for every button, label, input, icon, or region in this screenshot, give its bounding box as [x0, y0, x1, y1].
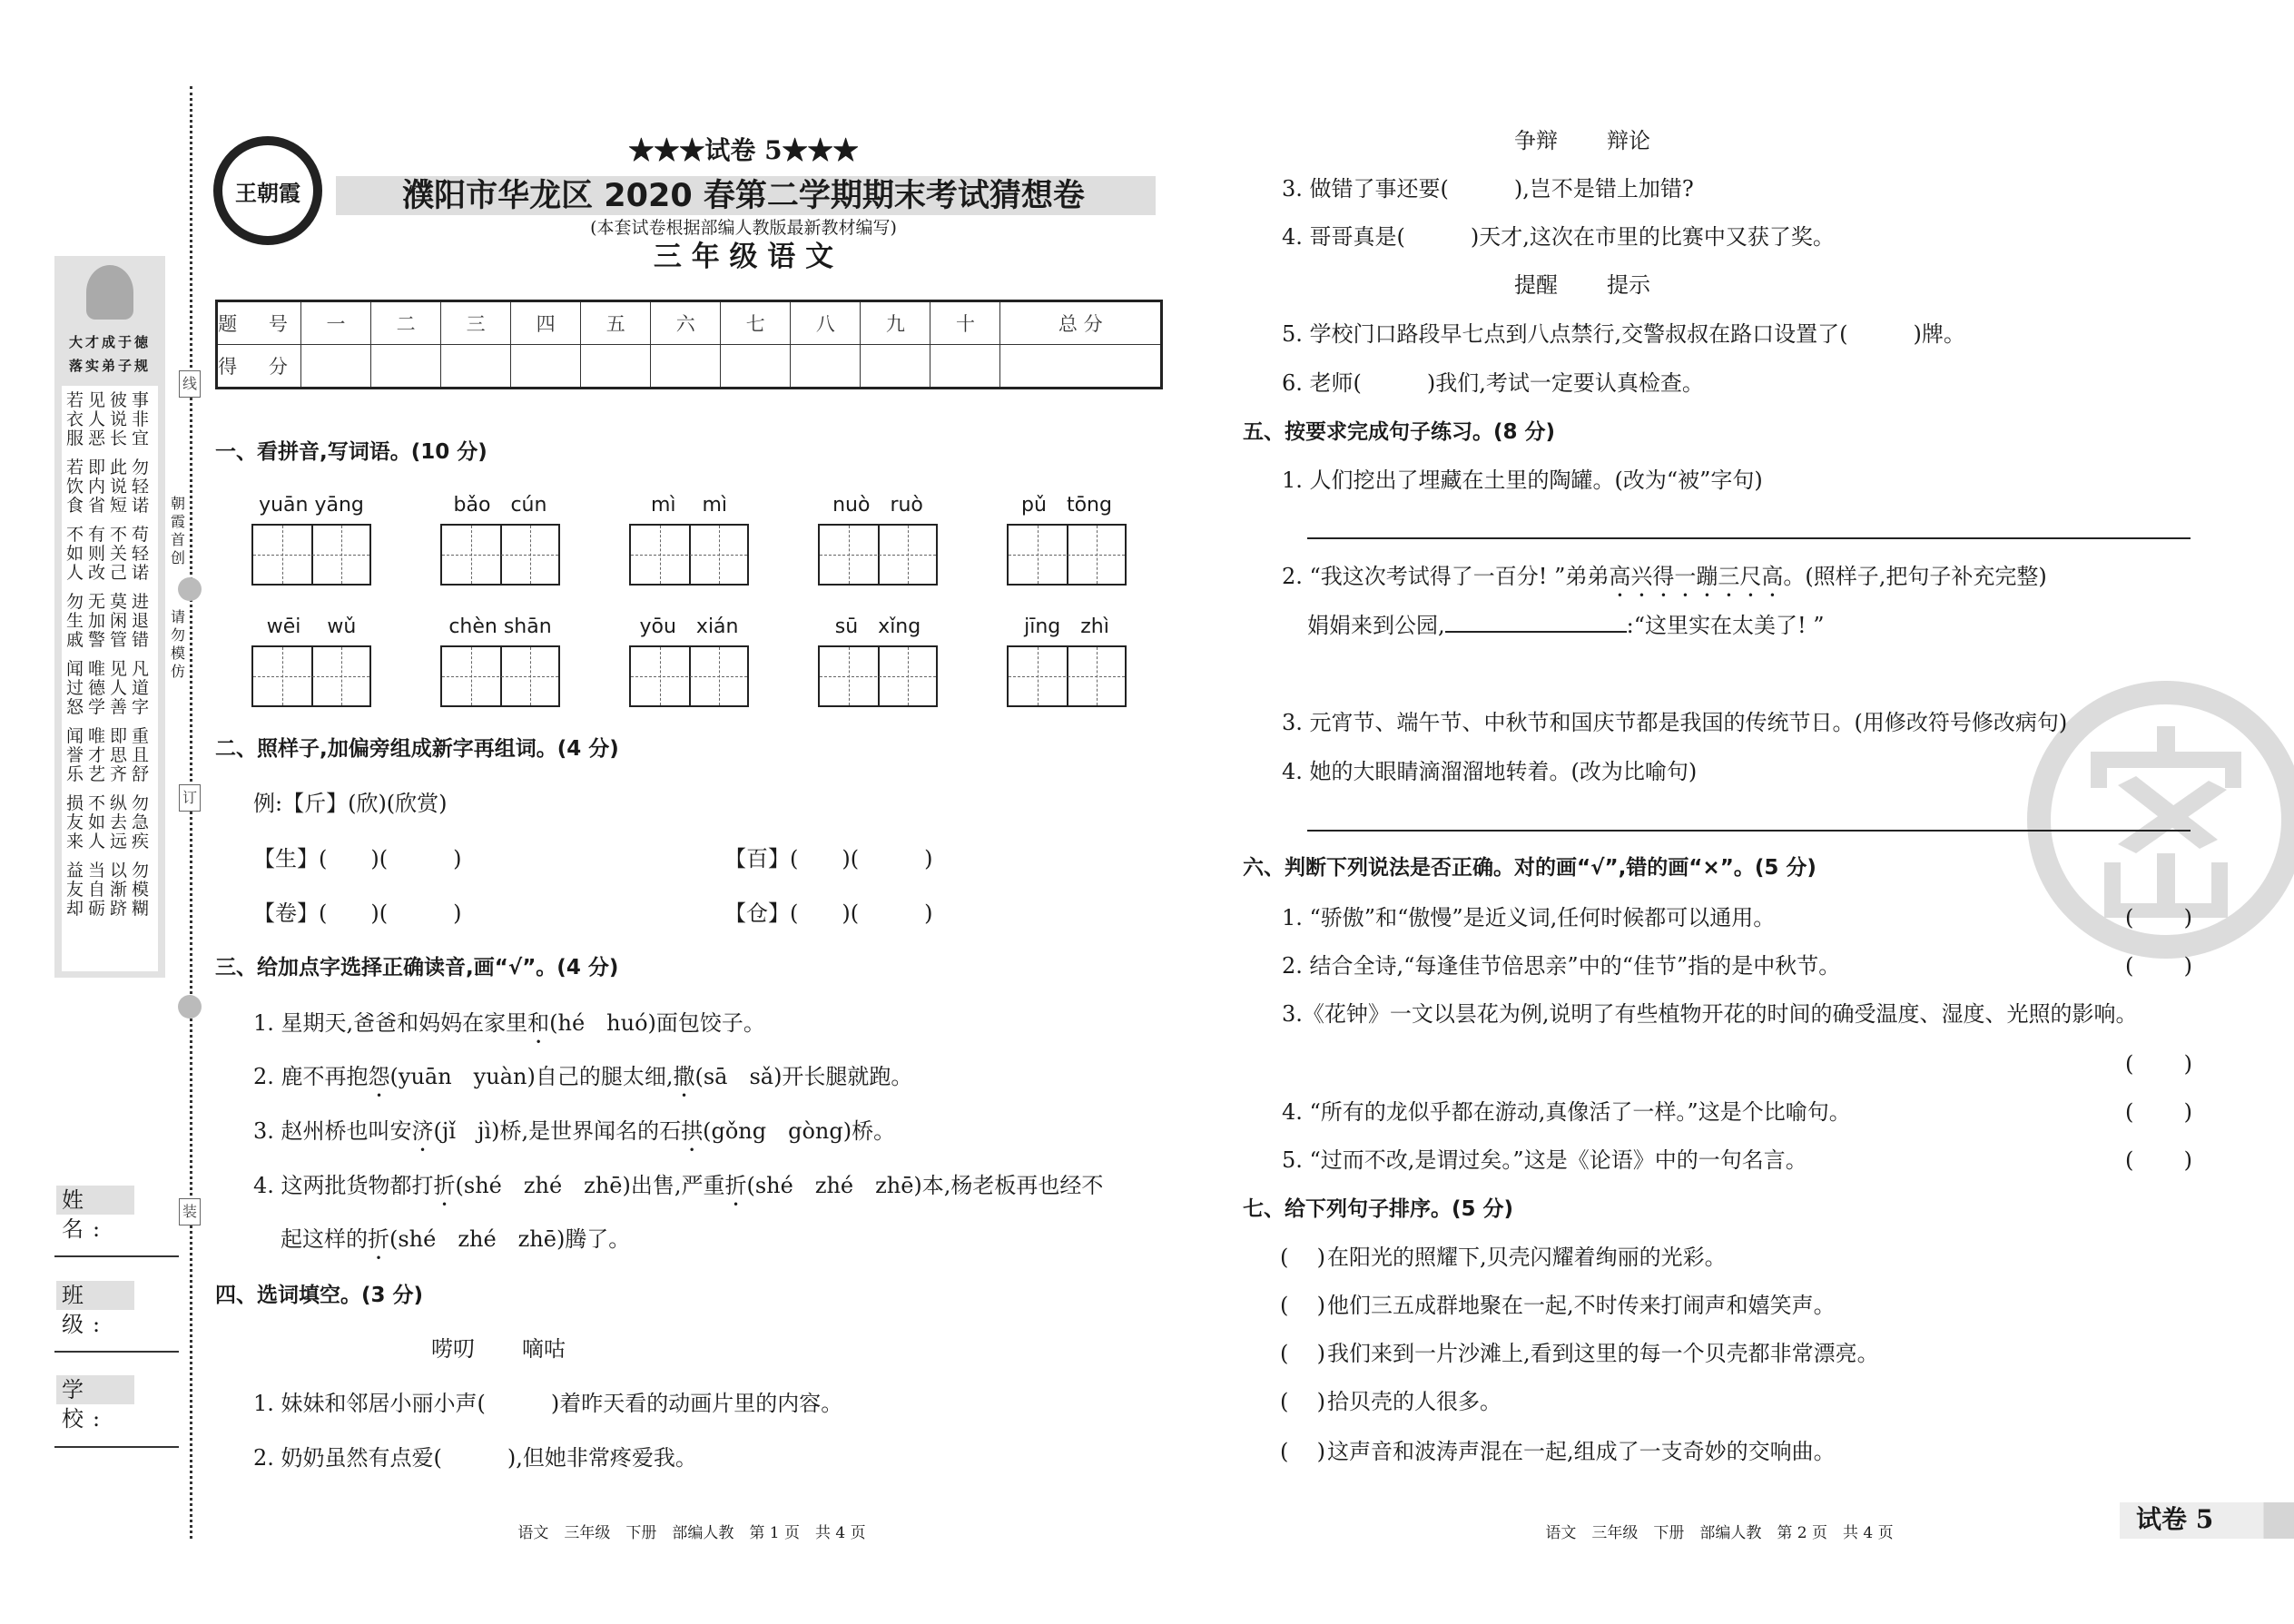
- sentence-fill-start: 娟娟来到公园,: [1307, 613, 1445, 638]
- poem-line: 戚警管错: [65, 630, 153, 650]
- poem-line: 若即此勿: [65, 458, 153, 477]
- order-input[interactable]: ( ): [1280, 1389, 1325, 1414]
- poem-line: 乐艺齐舒: [65, 764, 153, 784]
- class-label: 班级:: [56, 1281, 134, 1310]
- poem-line: 勿无莫进: [65, 592, 153, 612]
- name-field[interactable]: [54, 1255, 179, 1257]
- answer-parens[interactable]: ( ): [2125, 905, 2192, 930]
- emphasized-char: 折: [368, 1226, 389, 1252]
- radical-item[interactable]: 【百】( )( ): [724, 846, 933, 871]
- sentence-question: [1282, 563, 2047, 602]
- section-1-title: 一、看拼音,写词语。(10 分): [215, 440, 487, 464]
- poem-line: 益当以勿: [65, 861, 153, 881]
- binding-mark: 线: [179, 370, 201, 398]
- paper-tab-label: 试卷 5: [2136, 1504, 2214, 1534]
- pronunciation-question-continued[interactable]: [281, 1225, 630, 1265]
- text-segment: (shé zhé zhē)本,杨老板再也经不: [746, 1173, 1104, 1198]
- tianzige-writing-box[interactable]: [818, 524, 938, 586]
- radical-item[interactable]: 【仓】( )( ): [724, 901, 933, 926]
- paper-number: ★★★试卷 5★★★: [628, 135, 859, 165]
- score-table: [215, 300, 1163, 389]
- word-choice: 争辩: [1514, 128, 1558, 153]
- order-sentence: 这声音和波涛声混在一起,组成了一支奇妙的交响曲。: [1327, 1439, 1836, 1464]
- tianzige-writing-box[interactable]: [629, 524, 749, 586]
- score-cell[interactable]: [861, 345, 930, 389]
- poem-line: 衣人说非: [65, 409, 153, 429]
- watermark-glyph-icon: [2091, 726, 2241, 918]
- fill-question[interactable]: 3. 做错了事还要( ),岂不是错上加错?: [1282, 176, 1694, 202]
- emphasized-char: 济: [411, 1118, 434, 1144]
- tianzige-writing-box[interactable]: [1007, 645, 1127, 707]
- word-choice: 提醒: [1514, 272, 1558, 298]
- emphasized-char: 和: [527, 1010, 550, 1036]
- poem-line: 誉才思且: [65, 745, 153, 765]
- score-cell[interactable]: [511, 345, 581, 389]
- poem-line: 生加闲退: [65, 611, 153, 631]
- poem-line: 如则关轻: [65, 544, 153, 564]
- text-segment: (yuān yuàn)自己的腿太细,: [389, 1064, 674, 1089]
- pinyin-prompt: chèn shān: [448, 615, 552, 638]
- section-5-title: 五、按要求完成句子练习。(8 分): [1243, 420, 1556, 444]
- score-cell[interactable]: [581, 345, 651, 389]
- pinyin-prompt: nuò ruò: [832, 494, 923, 517]
- pinyin-prompt: yōu xián: [639, 615, 739, 638]
- subject-title: 三 年 级 语 文: [653, 241, 834, 273]
- judgement-item: 3.《花钟》一文以昙花为例,说明了有些植物开花的时间的确受温度、湿度、光照的影响。: [1282, 1001, 2138, 1027]
- school-label: 学校:: [56, 1375, 134, 1404]
- score-header-cell: 六: [651, 301, 721, 345]
- logo-text: 王朝霞: [235, 179, 300, 206]
- order-sentence: 他们三五成群地聚在一起,不时传来打闹声和嬉笑声。: [1327, 1293, 1836, 1318]
- pronunciation-question[interactable]: [253, 1117, 895, 1156]
- section-6-title: 六、判断下列说法是否正确。对的画“√”,错的画“×”。(5 分): [1243, 856, 1816, 880]
- judgement-item: 2. 结合全诗,“每逢佳节倍思亲”中的“佳节”指的是中秋节。: [1282, 953, 1841, 979]
- answer-parens[interactable]: ( ): [2125, 1051, 2192, 1077]
- order-input[interactable]: ( ): [1280, 1439, 1325, 1464]
- sidebar-slogan: 落实弟子规: [68, 358, 151, 374]
- score-header-cell: 一: [301, 301, 371, 345]
- text-segment: (hé huó)面包饺子。: [549, 1010, 765, 1036]
- fill-question[interactable]: 1. 妹妹和邻居小丽小声( )着昨天看的动画片里的内容。: [253, 1391, 843, 1416]
- text-segment: (shé zhé zhē)腾了。: [389, 1226, 631, 1252]
- score-header-cell: 九: [861, 301, 930, 345]
- order-input[interactable]: ( ): [1280, 1293, 1325, 1318]
- text-segment: (shé zhé zhē)出售,严重: [455, 1173, 725, 1198]
- sentence-fill-end: :“这里实在太美了! ”: [1626, 613, 1825, 638]
- binding-line: [190, 86, 192, 1539]
- pinyin-prompt: pǔ tōng: [1021, 494, 1112, 517]
- score-header-cell: 五: [581, 301, 651, 345]
- score-cell[interactable]: [441, 345, 511, 389]
- answer-line[interactable]: [1307, 830, 2191, 832]
- poem-line: 过德人道: [65, 678, 153, 698]
- poem-line: 食省短诺: [65, 496, 153, 516]
- score-header-cell: 八: [791, 301, 861, 345]
- score-header-cell: 三: [441, 301, 511, 345]
- answer-line[interactable]: [1307, 537, 2191, 539]
- pinyin-prompt: bǎo cún: [453, 494, 547, 517]
- score-header-cell: 题 号: [217, 301, 301, 345]
- poem-line: 不有不苟: [65, 525, 153, 545]
- score-header-cell: 四: [511, 301, 581, 345]
- pronunciation-question[interactable]: [253, 1172, 1103, 1211]
- sidebar-slogan: 大才成于徳: [68, 334, 151, 350]
- order-sentence: 我们来到一片沙滩上,看到这里的每一个贝壳都非常漂亮。: [1327, 1341, 1879, 1366]
- sentence-question: 3. 元宵节、端午节、中秋节和国庆节都是我国的传统节日。(用修改符号修改病句): [1282, 710, 2068, 735]
- word-choice: 唠叨: [431, 1336, 475, 1362]
- tianzige-writing-box[interactable]: [440, 524, 560, 586]
- poem-line: 友如去急: [65, 812, 153, 832]
- text-segment: 3. 赵州桥也叫安: [253, 1118, 412, 1144]
- page-footer: 语文 三年级 下册 部编人教 第 1 页 共 4 页: [517, 1524, 866, 1542]
- publisher-logo: [213, 136, 322, 245]
- pronunciation-question[interactable]: [253, 1009, 765, 1048]
- score-header-cell: 十: [930, 301, 1000, 345]
- score-header-cell: 二: [371, 301, 441, 345]
- section-2-title: 二、照样子,加偏旁组成新字再组词。(4 分): [215, 737, 619, 761]
- text-segment: 4. 这两批货物都打: [253, 1173, 434, 1198]
- order-input[interactable]: ( ): [1280, 1341, 1325, 1366]
- tianzige-writing-box[interactable]: [440, 645, 560, 707]
- word-choice: 辩论: [1607, 128, 1650, 153]
- paper-tab: [2092, 1502, 2294, 1539]
- pinyin-prompt: yuān yāng: [259, 494, 364, 517]
- poem-line: 闻唯即重: [65, 726, 153, 746]
- fill-question[interactable]: 5. 学校门口路段早七点到八点禁行,交警叔叔在路口设置了( )牌。: [1282, 321, 1965, 347]
- score-header-cell: 七: [721, 301, 791, 345]
- school-field[interactable]: [54, 1446, 179, 1448]
- score-row-label: 得 分: [217, 345, 301, 389]
- exam-subtitle: (本套试卷根据部编人教版最新教材编写): [590, 218, 897, 238]
- score-cell[interactable]: [930, 345, 1000, 389]
- score-cell[interactable]: [301, 345, 371, 389]
- tianzige-writing-box[interactable]: [251, 524, 371, 586]
- score-header-cell: 总 分: [1000, 301, 1162, 345]
- pinyin-prompt: mì mì: [650, 494, 728, 517]
- tianzige-writing-box[interactable]: [1007, 524, 1127, 586]
- text-segment: 1. 星期天,爸爸和妈妈在家里: [253, 1010, 528, 1036]
- sentence-question: 1. 人们挖出了埋藏在土里的陶罐。(改为“被”字句): [1282, 468, 1763, 493]
- vertical-note: 朝霞首创: [171, 495, 186, 566]
- emphasized-char: 折: [724, 1173, 747, 1198]
- poem-line: 却砺跻糊: [65, 899, 153, 919]
- pinyin-prompt: wēi wǔ: [266, 615, 357, 638]
- score-cell[interactable]: [371, 345, 441, 389]
- radical-item[interactable]: 【卷】( )( ): [253, 901, 462, 926]
- section-4-title: 四、选词填空。(3 分): [215, 1284, 424, 1307]
- text-segment: (sā sǎ)开长腿就跑。: [694, 1064, 913, 1089]
- word-choice: 提示: [1607, 272, 1650, 298]
- dizigui-poem: [62, 386, 158, 971]
- answer-parens[interactable]: ( ): [2125, 953, 2192, 979]
- poem-line: 人改己诺: [65, 563, 153, 583]
- tianzige-writing-box[interactable]: [629, 645, 749, 707]
- emphasized-char: 怨: [368, 1064, 390, 1089]
- score-cell[interactable]: [721, 345, 791, 389]
- pinyin-prompt: sū xǐng: [834, 615, 921, 638]
- text-segment: 。(照样子,把句子补充完整): [1783, 564, 2047, 589]
- answer-blank[interactable]: [1445, 611, 1627, 633]
- text-segment: (jǐ jì)桥,是世界闻名的石: [433, 1118, 682, 1144]
- page-footer: 语文 三年级 下册 部编人教 第 2 页 共 4 页: [1545, 1524, 1894, 1542]
- text-segment: 起这样的: [281, 1226, 368, 1252]
- name-label: 姓名:: [56, 1186, 134, 1215]
- tianzige-writing-box[interactable]: [818, 645, 938, 707]
- poem-line: 友自渐模: [65, 880, 153, 900]
- fill-question[interactable]: 2. 奶奶虽然有点爱( ),但她非常疼爱我。: [253, 1445, 697, 1471]
- emphasized-char: 拱: [681, 1118, 704, 1144]
- fill-question[interactable]: 4. 哥哥真是( )天才,这次在市里的比赛中又获了奖。: [1282, 224, 1835, 250]
- emphasized-char: 折: [433, 1173, 456, 1198]
- judgement-item: 1. “骄傲”和“傲慢”是近义词,任何时候都可以通用。: [1282, 905, 1776, 930]
- judgement-item: 4. “所有的龙似乎都在游动,真像活了一样。”这是个比喻句。: [1282, 1099, 1851, 1125]
- text-segment: 2. “我这次考试得了一百分! ”弟弟: [1282, 564, 1610, 589]
- emphasized-char: 撒: [673, 1064, 695, 1089]
- emblem-icon: [178, 995, 202, 1019]
- judgement-item: 5. “过而不改,是谓过矣。”这是《论语》中的一句名言。: [1282, 1147, 1807, 1173]
- section-3-title: 三、给加点字选择正确读音,画“√”。(4 分): [215, 956, 619, 979]
- emphasized-char: 高兴得一蹦三尺高: [1609, 564, 1784, 589]
- fill-question[interactable]: 6. 老师( )我们,考试一定要认真检查。: [1282, 370, 1704, 396]
- poem-line: 怒学善字: [65, 697, 153, 717]
- text-segment: 2. 鹿不再抱: [253, 1064, 369, 1089]
- answer-parens[interactable]: ( ): [2125, 1147, 2192, 1173]
- order-input[interactable]: ( ): [1280, 1245, 1325, 1270]
- score-cell[interactable]: [1000, 345, 1162, 389]
- poem-line: 服恶长宜: [65, 428, 153, 448]
- binding-mark: 装: [179, 1198, 201, 1225]
- class-field[interactable]: [54, 1351, 179, 1353]
- poem-line: 来人远疾: [65, 832, 153, 851]
- score-cell[interactable]: [791, 345, 861, 389]
- word-choice: 嘀咕: [522, 1336, 566, 1362]
- poem-line: 若见彼事: [65, 390, 153, 410]
- section-7-title: 七、给下列句子排序。(5 分): [1243, 1197, 1514, 1221]
- text-segment: (gǒng gòng)桥。: [703, 1118, 896, 1144]
- vertical-note: 请勿模仿: [171, 608, 186, 680]
- radical-item[interactable]: 【生】( )( ): [253, 846, 462, 871]
- poem-line: 闻唯见凡: [65, 659, 153, 679]
- pinyin-prompt: jīng zhì: [1024, 615, 1109, 638]
- poem-line: 损不纵勿: [65, 793, 153, 813]
- order-sentence: 在阳光的照耀下,贝壳闪耀着绚丽的光彩。: [1327, 1245, 1727, 1270]
- pronunciation-question[interactable]: [253, 1063, 912, 1102]
- order-sentence: 拾贝壳的人很多。: [1327, 1389, 1501, 1414]
- scholar-illustration-icon: [86, 265, 133, 320]
- exam-title: 濮阳市华龙区 2020 春第二学期期末考试猜想卷: [402, 178, 1085, 214]
- binding-mark: 订: [179, 784, 201, 812]
- answer-parens[interactable]: ( ): [2125, 1099, 2192, 1125]
- sentence-fill[interactable]: [1307, 611, 1825, 639]
- emblem-icon: [178, 577, 202, 601]
- tianzige-writing-box[interactable]: [251, 645, 371, 707]
- sentence-question: 4. 她的大眼睛滴溜溜地转着。(改为比喻句): [1282, 759, 1698, 784]
- score-cell[interactable]: [651, 345, 721, 389]
- example-line: 例:【斤】(欣)(欣赏): [253, 791, 448, 816]
- poem-line: 饮内说轻: [65, 477, 153, 497]
